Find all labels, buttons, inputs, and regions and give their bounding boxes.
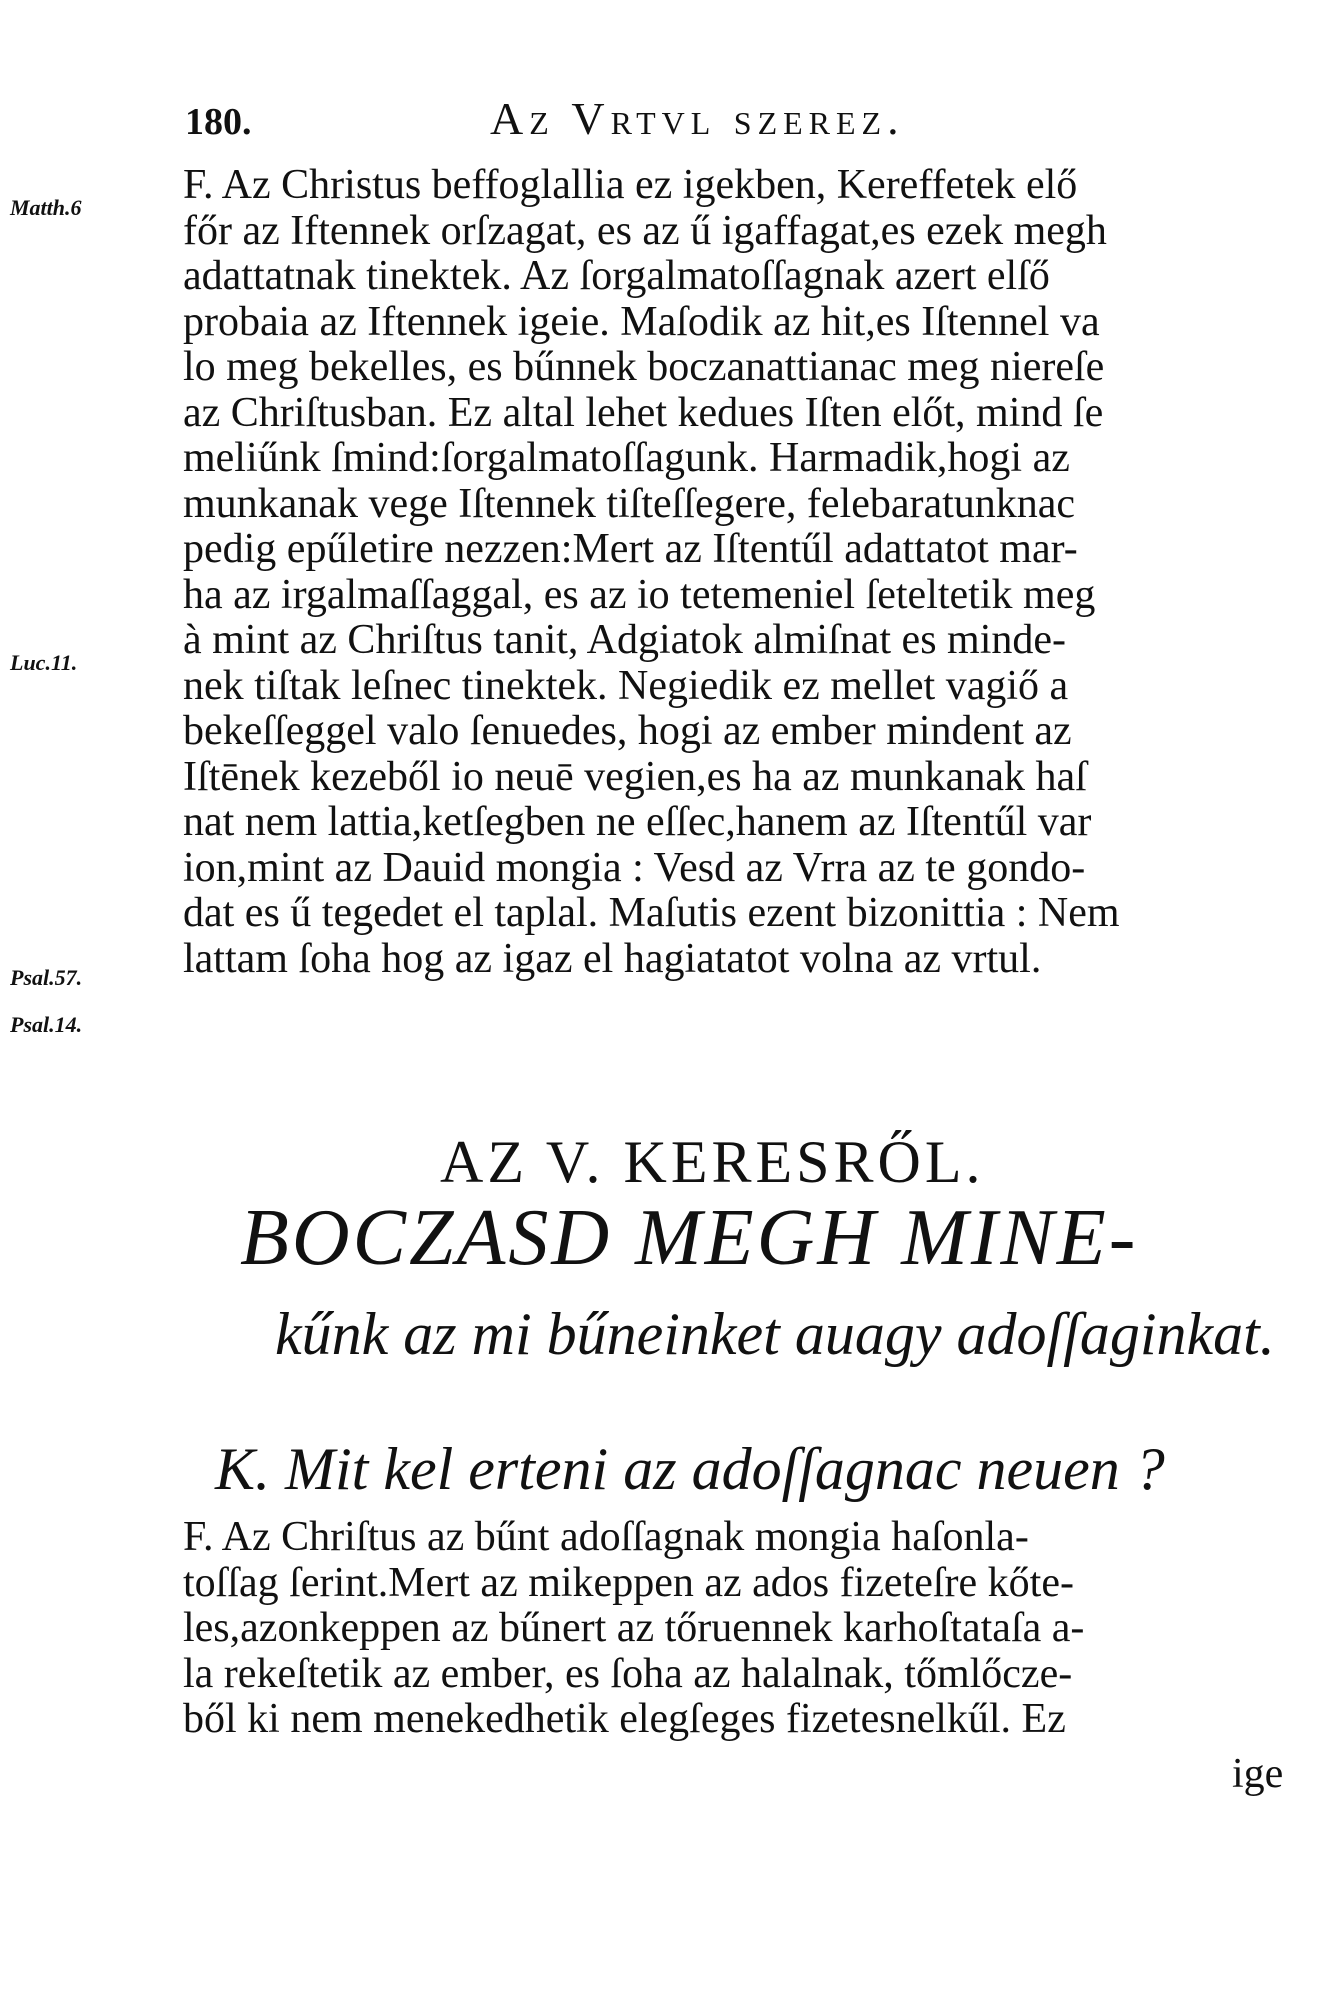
text-line: F. Az Christus beffoglallia ez igekben, Kereffetek elő xyxy=(183,162,1078,208)
text-line: ha az irgalmaſſaggal, es az io tetemeniel ſeteltetik meg xyxy=(183,571,1096,618)
answer-paragraph-2 xyxy=(183,1515,1283,1743)
text-line: ből ki nem menekedhetik elegſeges fizetesnelkűl. Ez xyxy=(183,1696,1066,1742)
text-line: meliűnk ſmind:ſorgalmatoſſagunk. Harmadik,hogi az xyxy=(183,435,1070,481)
text-line: nek tiſtak leſnec tinektek. Negiedik ez mellet vagiő a xyxy=(183,662,1069,709)
answer-paragraph-1 xyxy=(183,163,1283,982)
margin-note-psal-14: Psal.14. xyxy=(10,1012,83,1037)
text-line: adattatnak tinektek. Az ſorgalmatoſſagnak azert elſő xyxy=(183,253,1050,299)
prayer-subheading: kűnk az mi bűneinket auagy adoſſaginkat. xyxy=(275,1301,1275,1367)
text-line: la rekeſtetik az ember, es ſoha az halalnak, tőmlőcze- xyxy=(183,1650,1073,1697)
text-line: toſſag ſerint.Mert az mikeppen az ados fizeteſre kőte- xyxy=(183,1559,1074,1606)
text-line: az Chriſtusban. Ez altal lehet kedues Iſten előt, mind ſe xyxy=(183,389,1104,436)
page-header xyxy=(185,92,1275,152)
text-line: à mint az Chriſtus tanit, Adgiatok almiſnat es minde- xyxy=(183,617,1067,663)
question-line: K. Mit kel erteni az adoſſagnac neuen ? xyxy=(215,1436,1165,1502)
margin-note-luc: Luc.11. xyxy=(10,650,78,675)
text-line: F. Az Chriſtus az bűnt adoſſagnak mongia haſonla- xyxy=(183,1514,1029,1560)
margin-note-matth: Matth.6 xyxy=(10,195,82,220)
text-line: Iſtēnek kezeből io neuē vegien,es ha az munkanak haſ xyxy=(183,753,1087,800)
text-line: bekeſſeggel valo ſenuedes, hogi az ember mindent az xyxy=(183,708,1072,754)
text-line: pedig epűletire nezzen:Mert az Iſtentűl adattatot mar- xyxy=(183,526,1078,572)
text-line: probaia az Iftennek igeie. Maſodik az hit,es Iſtennel va xyxy=(183,298,1100,345)
text-line: lattam ſoha hog az igaz el hagiatatot volna az vrtul. xyxy=(183,935,1042,982)
text-line: nat nem lattia,ketſegben ne eſſec,hanem az Iſtentűl var xyxy=(183,799,1092,845)
text-line: főr az Iftennek orſzagat, es az ű igaffagat,es ezek megh xyxy=(183,207,1107,254)
section-heading: AZ V. KERESRŐL. xyxy=(440,1129,985,1195)
text-line: ion,mint az Dauid mongia : Vesd az Vrra az te gondo- xyxy=(183,844,1086,891)
prayer-heading: BOCZASD MEGH MINE- xyxy=(240,1194,1139,1282)
text-line: les,azonkeppen az bűnert az tőruennek karhoſtataſa a- xyxy=(183,1605,1085,1651)
page-number: 180. xyxy=(185,101,252,143)
text-line: dat es ű tegedet el taplal. Maſutis ezent bizonittia : Nem xyxy=(183,890,1120,936)
margin-note-psal-57: Psal.57. xyxy=(10,965,83,990)
text-line: lo meg bekelles, es bűnnek boczanattianac meg niereſe xyxy=(183,344,1105,390)
catchword: ige xyxy=(1232,1751,1284,1797)
running-head: Az Vrtvl szerez. xyxy=(490,93,905,144)
text-line: munkanak vege Iſtennek tiſteſſegere, felebaratunknac xyxy=(183,480,1076,527)
